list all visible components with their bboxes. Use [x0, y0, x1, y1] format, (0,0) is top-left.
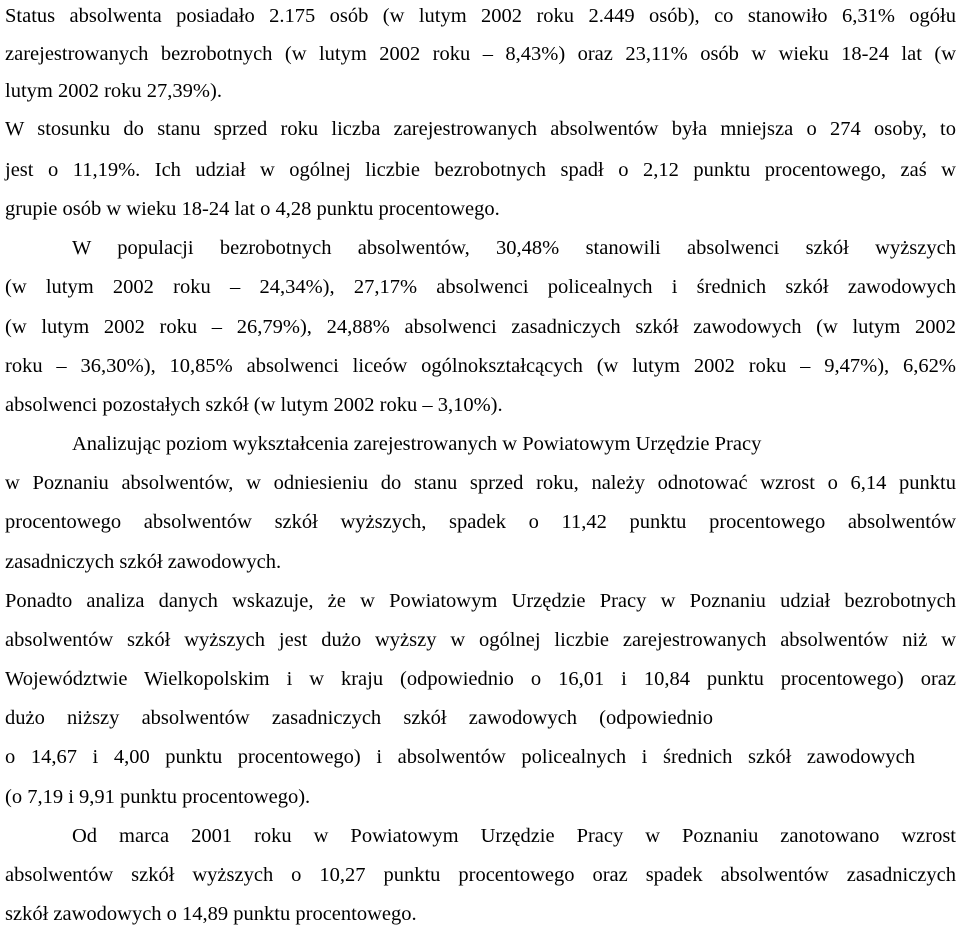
text-line: dużo niższy absolwentów zasadniczych szkół zawodowych (odpowiednio: [5, 707, 713, 729]
text-line: absolwentów szkół wyższych o 10,27 punktu procentowego oraz spadek absolwentów zasadniczych: [5, 864, 956, 886]
text-line: o 14,67 i 4,00 punktu procentowego) i absolwentów policealnych i średnich szkół zawodowych: [5, 746, 915, 768]
text-line: lutym 2002 roku 27,39%).: [5, 80, 222, 102]
text-line: procentowego absolwentów szkół wyższych, spadek o 11,42 punktu procentowego absolwentów: [5, 511, 956, 533]
text-line: Analizując poziom wykształcenia zarejestrowanych w Powiatowym Urzędzie Pracy: [72, 433, 762, 455]
text-line: W populacji bezrobotnych absolwentów, 30,48% stanowili absolwenci szkół wyższych: [72, 237, 956, 259]
text-line: (w lutym 2002 roku – 24,34%), 27,17% absolwenci policealnych i średnich szkół zawodowych: [5, 276, 956, 298]
text-line: zasadniczych szkół zawodowych.: [5, 551, 282, 573]
text-line: (o 7,19 i 9,91 punktu procentowego).: [5, 786, 311, 808]
text-line: Status absolwenta posiadało 2.175 osób (w lutym 2002 roku 2.449 osób), co stanowiło 6,31% ogółu: [5, 5, 956, 27]
text-line: roku – 36,30%), 10,85% absolwenci liceów ogólnokształcących (w lutym 2002 roku – 9,47%), 6,62%: [5, 355, 956, 377]
text-line: zarejestrowanych bezrobotnych (w lutym 2002 roku – 8,43%) oraz 23,11% osób w wieku 18-24 lat (w: [5, 43, 956, 65]
text-line: (w lutym 2002 roku – 26,79%), 24,88% absolwenci zasadniczych szkół zawodowych (w lutym 2002: [5, 316, 956, 338]
text-line: jest o 11,19%. Ich udział w ogólnej liczbie bezrobotnych spadł o 2,12 punktu procentowego, zaś w: [5, 159, 956, 181]
text-line: Od marca 2001 roku w Powiatowym Urzędzie Pracy w Poznaniu zanotowano wzrost: [72, 825, 956, 847]
text-line: grupie osób w wieku 18-24 lat o 4,28 punktu procentowego.: [5, 198, 500, 220]
text-line: W stosunku do stanu sprzed roku liczba zarejestrowanych absolwentów była mniejsza o 274 osoby, to: [5, 118, 956, 140]
text-line: absolwentów szkół wyższych jest dużo wyższy w ogólnej liczbie zarejestrowanych absolwentów niż w: [5, 629, 956, 651]
text-line: Ponadto analiza danych wskazuje, że w Powiatowym Urzędzie Pracy w Poznaniu udział bezrobotnych: [5, 590, 956, 612]
text-line: w Poznaniu absolwentów, w odniesieniu do stanu sprzed roku, należy odnotować wzrost o 6,14 punktu: [5, 472, 956, 494]
text-line: szkół zawodowych o 14,89 punktu procentowego.: [5, 903, 417, 925]
text-line: absolwenci pozostałych szkół (w lutym 2002 roku – 3,10%).: [5, 394, 503, 416]
text-line: Województwie Wielkopolskim i w kraju (odpowiednio o 16,01 i 10,84 punktu procentowego) oraz: [5, 668, 956, 690]
